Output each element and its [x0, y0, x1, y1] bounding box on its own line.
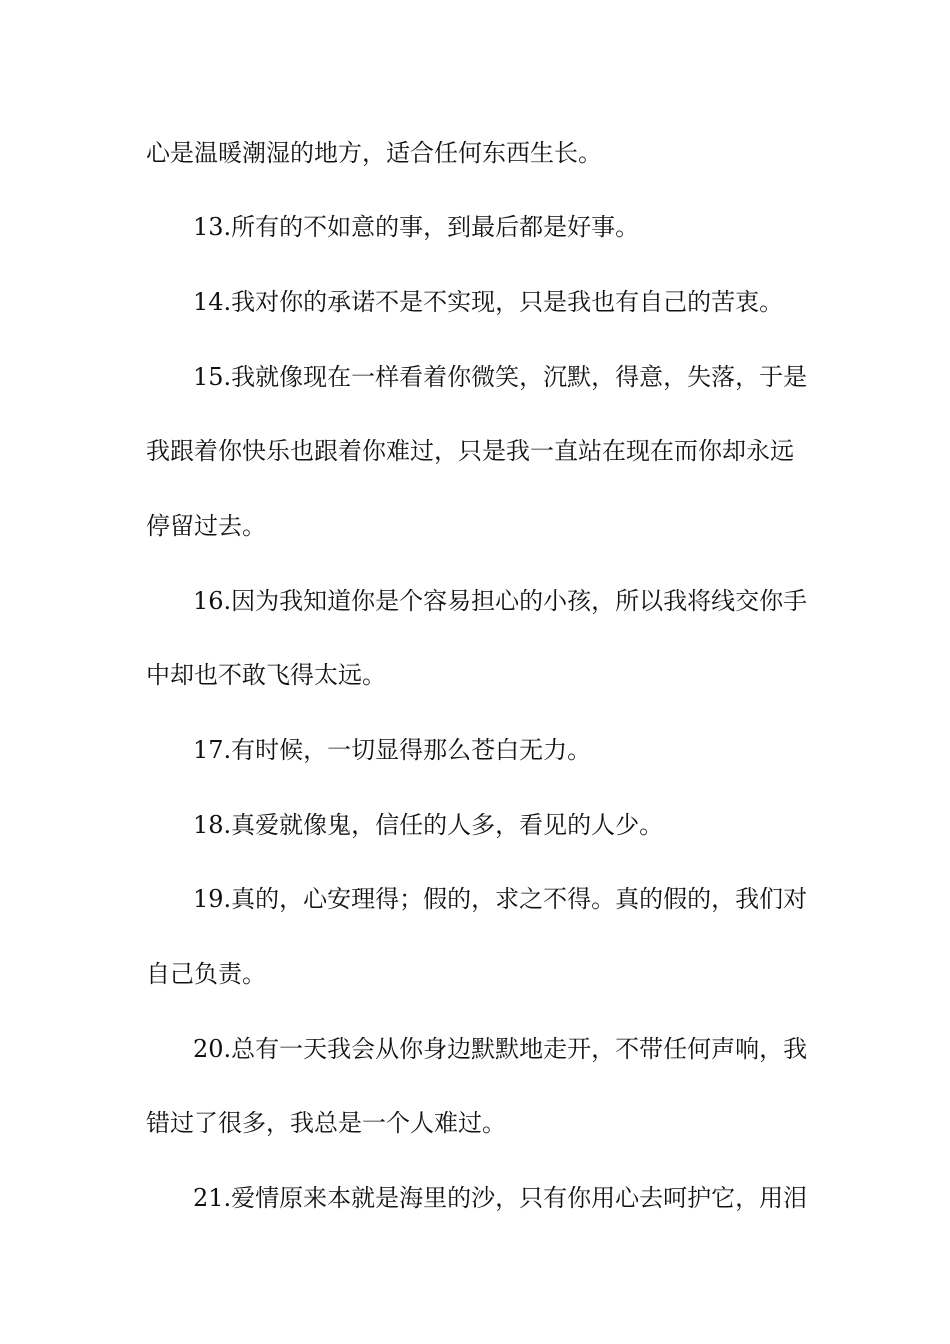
item-20-line-2: 错过了很多，我总是一个人难过。: [146, 1109, 506, 1137]
item-13: 13.所有的不如意的事，到最后都是好事。: [193, 213, 640, 241]
item-15-line-2: 我跟着你快乐也跟着你难过，只是我一直站在现在而你却永远: [146, 437, 794, 465]
item-17: 17.有时候，一切显得那么苍白无力。: [193, 736, 592, 764]
item-19-line-1: 19.真的，心安理得；假的，求之不得。真的假的，我们对: [193, 885, 808, 913]
item-15-line-1: 15.我就像现在一样看着你微笑，沉默，得意，失落，于是: [193, 363, 808, 391]
item-21-line-1: 21.爱情原来本就是海里的沙，只有你用心去呵护它，用泪: [193, 1184, 808, 1212]
text-line-1: 心是温暖潮湿的地方，适合任何东西生长。: [146, 139, 602, 167]
item-20-line-1: 20.总有一天我会从你身边默默地走开，不带任何声响，我: [193, 1035, 808, 1063]
item-18: 18.真爱就像鬼，信任的人多，看见的人少。: [193, 811, 664, 839]
item-16-line-1: 16.因为我知道你是个容易担心的小孩，所以我将线交你手: [193, 587, 808, 615]
item-14: 14.我对你的承诺不是不实现，只是我也有自己的苦衷。: [193, 288, 784, 316]
item-16-line-2: 中却也不敢飞得太远。: [146, 661, 386, 689]
item-19-line-2: 自己负责。: [146, 960, 266, 988]
item-15-line-3: 停留过去。: [146, 512, 266, 540]
